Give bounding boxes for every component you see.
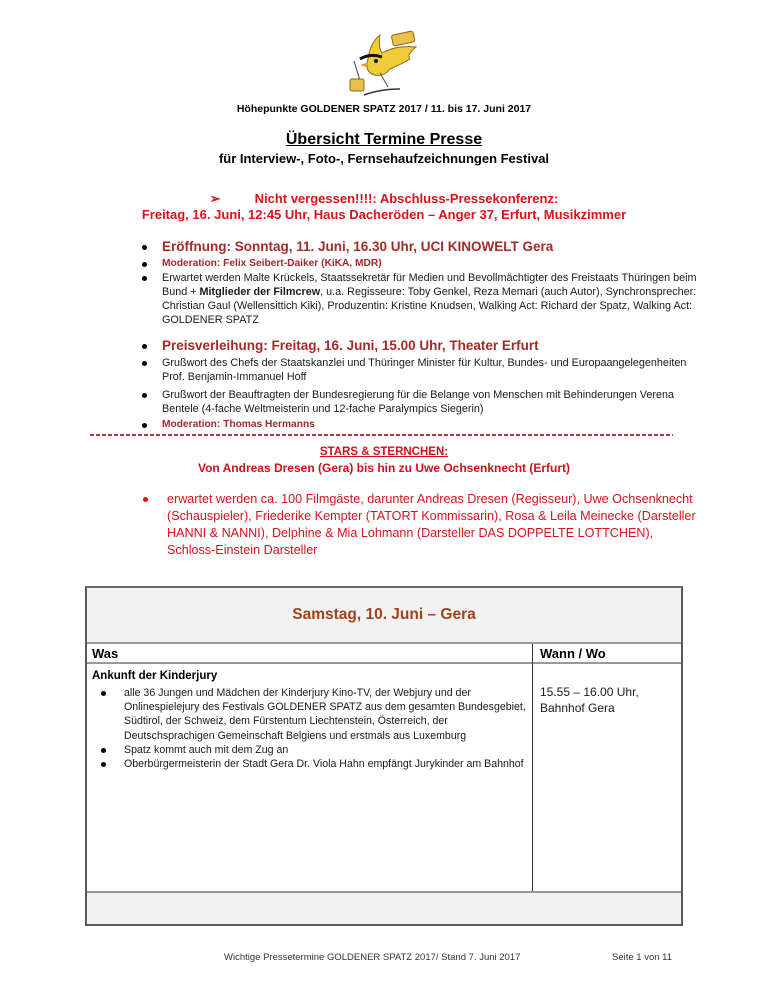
day-title: Samstag, 10. Juni – Gera (292, 606, 476, 623)
event-detail-item: Spatz kommt auch mit dem Zug an (97, 743, 527, 757)
expected-text: Erwartet werden Malte Krückels, Staatssekretär für Medien und Bevollmächtigter des Freistaats Thüringen beim Bund + (162, 272, 697, 298)
golden-sparrow-logo-icon (340, 25, 440, 97)
schedule-table (85, 586, 683, 926)
award-item: Grußwort des Chefs der Staatskanzlei und Thüringer Minister für Kultur, Bundes- und Europaangelegenheiten Prof. Benjamin-Immanuel Hoff (140, 356, 700, 384)
day-header (87, 588, 681, 644)
table-row (87, 664, 681, 891)
award-item: Grußwort der Beauftragten der Bundesregierung für die Belange von Menschen mit Behinderungen Verena Bentele (4-fache Weltmeisterin und 12-fache Paralympics Siegerin) (140, 388, 700, 416)
event-title: Ankunft der Kinderjury (92, 670, 218, 682)
opening-expected-guests (140, 271, 700, 327)
table-footer-row (87, 891, 681, 924)
award-heading: Preisverleihung: Freitag, 16. Juni, 15.00 Uhr, Theater Erfurt (140, 337, 700, 355)
expected-text-rest: , u.a. Regisseure: Toby Genkel, Reza Memari (auch Autor), Synchronsprecher: Christian Gaul (Wellensittich Kiki), Produzentin: Kristine Knudsen, Walking Act: Richard der Spatz, Walking Act: GOLDENER SPATZ (162, 286, 697, 326)
guest-list-item: erwartet werden ca. 100 Filmgäste, darunter Andreas Dresen (Regisseur), Uwe Ochsenknecht (Schauspieler), Friederike Kempter (TATORT Kommissarin), Rosa & Leila Meinecke (Darsteller HANNI & NANNI), Delphine & Mia Lohmann (Darsteller DAS DOPPELTE LOTTCHEN), Schloss-Einstein Darsteller (140, 491, 700, 559)
table-column-headers (87, 644, 681, 664)
page-title: Übersicht Termine Presse (285, 131, 483, 148)
opening-heading: Eröffnung: Sonntag, 11. Juni, 16.30 Uhr, UCI KINOWELT Gera (140, 238, 700, 256)
dashed-divider (90, 434, 673, 436)
column-header-wann-wo: Wann / Wo (540, 646, 606, 661)
stars-heading: STARS & STERNCHEN: (319, 446, 449, 458)
opening-moderation: Moderation: Felix Seibert-Daiker (KiKA, MDR) (140, 257, 700, 271)
column-header-was: Was (92, 646, 119, 661)
event-detail-item: Oberbürgermeisterin der Stadt Gera Dr. Viola Hahn empfängt Jurykinder am Bahnhof (97, 757, 527, 771)
notice-line-2: Freitag, 16. Juni, 12:45 Uhr, Haus Dacheröden – Anger 37, Erfurt, Musikzimmer (141, 207, 627, 222)
stars-subheading: Von Andreas Dresen (Gera) bis hin zu Uwe Ochsenknecht (Erfurt) (197, 461, 571, 475)
event-details (97, 686, 527, 771)
event-detail-item: alle 36 Jungen und Mädchen der Kinderjury Kino-TV, der Webjury und der Onlinespielejury des Festivals GOLDENER SPATZ aus dem gesamten Bundesgebiet, Südtirol, der Schweiz, dem Fürstentum Liechtenstein, Österreich, der Deutschsprachigen Gemeinschaft Belgiens und erstmals aus Luxemburg (97, 686, 527, 743)
award-moderation: Moderation: Thomas Hermanns (140, 418, 700, 432)
footer-page-number: Seite 1 von 11 (612, 952, 673, 963)
page-subtitle: für Interview-, Foto-, Fernsehaufzeichnungen Festival (218, 151, 550, 166)
opening-section (140, 238, 700, 327)
filmcrew-bold: Mitglieder der Filmcrew (199, 286, 321, 298)
arrow-bullet-icon: ➢ (209, 191, 221, 206)
award-section (140, 337, 700, 432)
press-conference-notice (0, 191, 768, 207)
notice-line-1: Nicht vergessen!!!!: Abschluss-Pressekonferenz: (254, 191, 559, 206)
guest-list (140, 491, 700, 559)
event-time-location: 15.55 – 16.00 Uhr, Bahnhof Gera (540, 685, 639, 715)
footer-document-info: Wichtige Pressetermine GOLDENER SPATZ 2017/ Stand 7. Juni 2017 (224, 952, 521, 963)
festival-header-line: Höhepunkte GOLDENER SPATZ 2017 / 11. bis 17. Juni 2017 (236, 103, 532, 115)
